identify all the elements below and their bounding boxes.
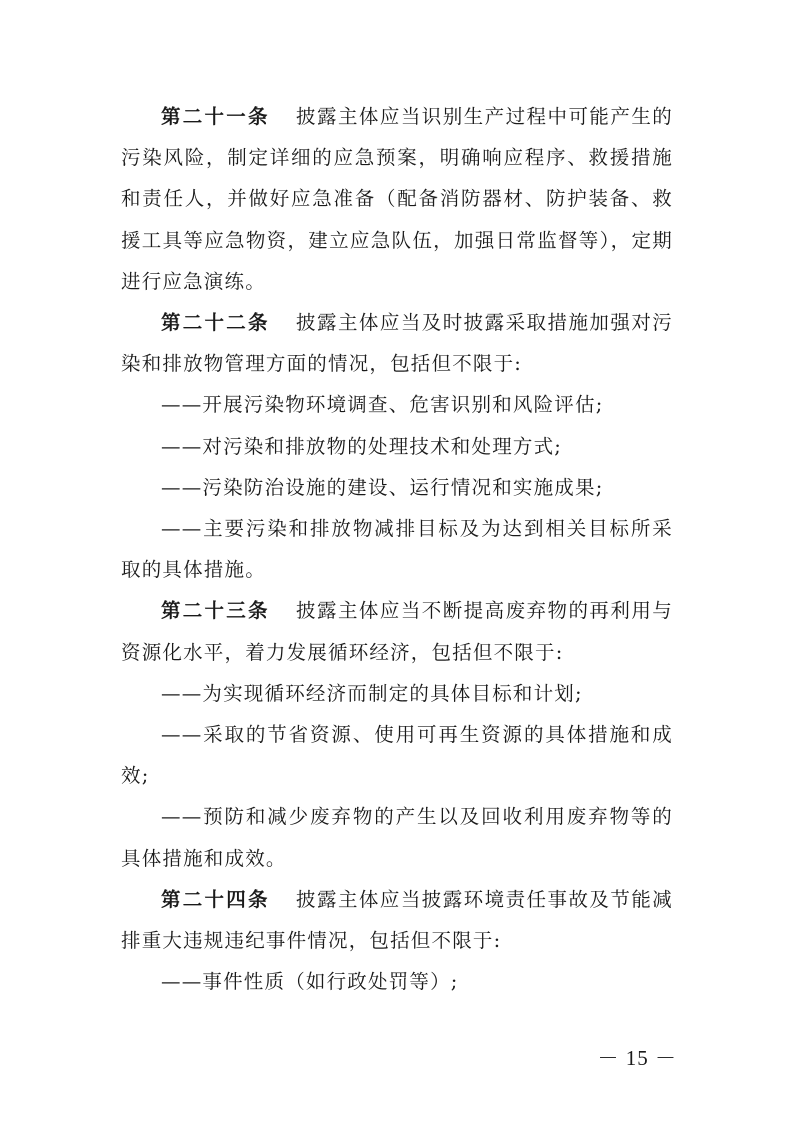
article-number: 第二十四条 [161,887,270,911]
article-text: 披露主体应当披露环境责任事故及节能减排重大违规违纪事件情况，包括但不限于: [121,887,673,953]
list-item: ——污染防治设施的建设、运行情况和实施成果; [161,475,604,499]
article-text: 披露主体应当识别生产过程中可能产生的污染风险，制定详细的应急预案，明确响应程序、救援措施和责任人，并做好应急准备（配备消防器材、防护装备、救援工具等应急物资，建立应急队伍，加强日常监督等），定期进行应急演练。 [121,105,673,293]
article-24 [121,879,673,961]
list-item: ——开展污染物环境调查、危害识别和风险评估; [161,393,604,417]
article-22 [121,302,673,384]
document-body [121,96,673,1002]
article-number: 第二十三条 [161,599,270,623]
article-text: 披露主体应当不断提高废弃物的再利用与资源化水平，着力发展循环经济，包括但不限于: [121,599,673,664]
list-item: ——为实现循环经济而制定的具体目标和计划; [161,681,583,705]
article-21 [121,96,673,302]
list-item: ——事件性质（如行政处罚等）; [161,970,459,994]
article-23 [121,590,673,672]
list-item: ——预防和减少废弃物的产生以及回收利用废弃物等的具体措施和成效。 [121,805,673,870]
article-number: 第二十二条 [161,311,270,335]
article-text: 披露主体应当及时披露采取措施加强对污染和排放物管理方面的情况，包括但不限于: [121,311,673,376]
list-item: ——对污染和排放物的处理技术和处理方式; [161,434,563,458]
page-number: － 15 － [597,1046,677,1070]
list-item: ——采取的节省资源、使用可再生资源的具体措施和成效; [121,723,673,788]
list-item: ——主要污染和排放物减排目标及为达到相关目标所采取的具体措施。 [121,517,673,582]
article-number: 第二十一条 [161,105,270,128]
